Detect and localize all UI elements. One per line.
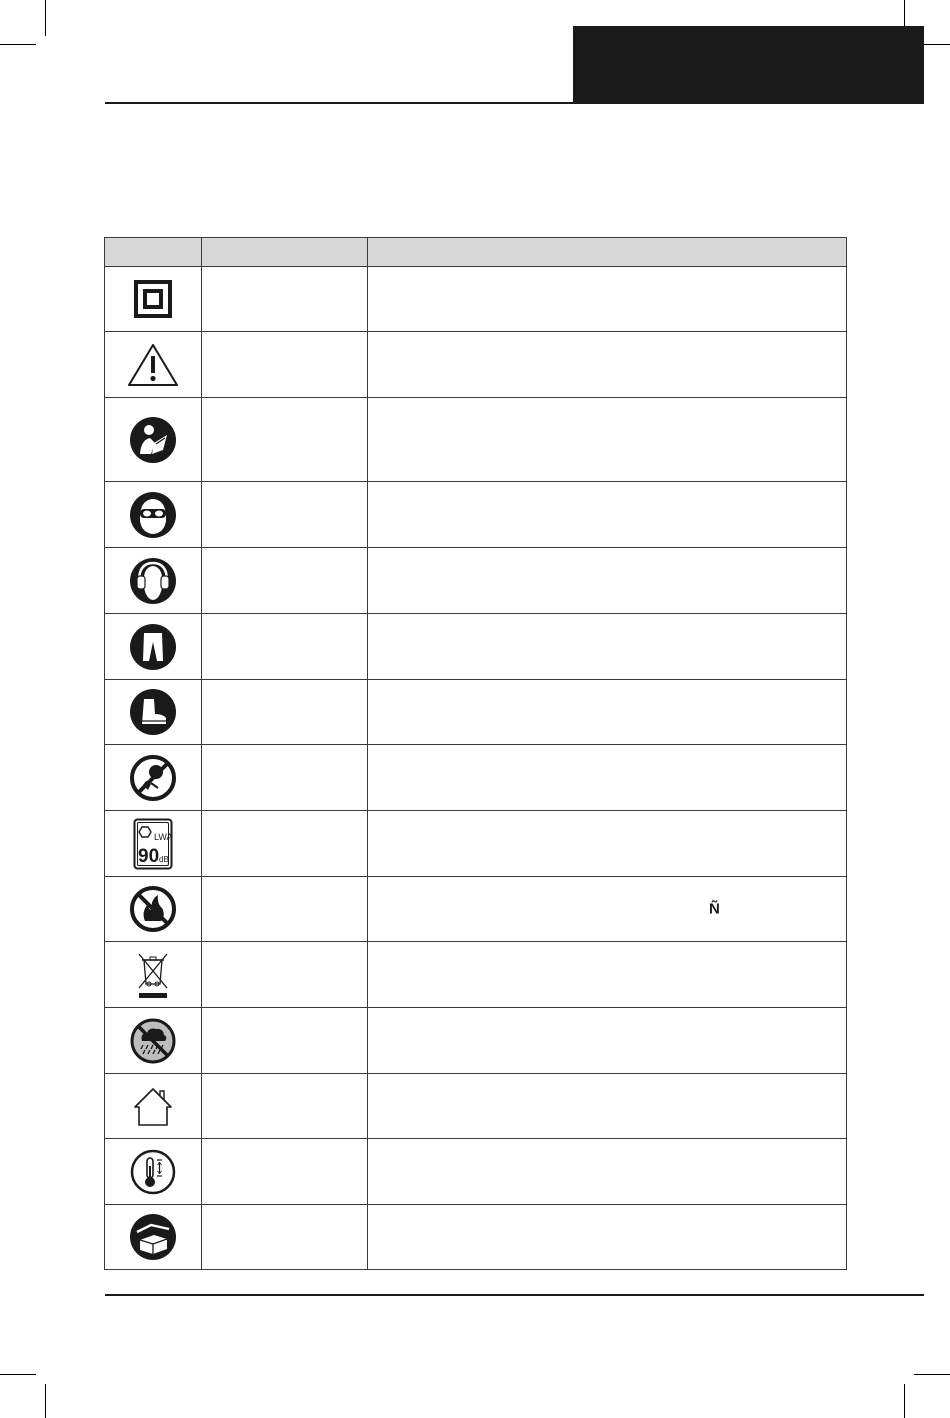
crop-mark <box>904 1384 905 1418</box>
double-insulation-icon <box>133 279 173 319</box>
ear-protection-icon <box>129 557 177 605</box>
table-header-row <box>105 238 847 267</box>
footer-rule <box>105 1294 924 1296</box>
long-trousers-icon <box>129 623 177 671</box>
table-row <box>105 548 847 614</box>
sound-power-level-icon <box>133 818 173 870</box>
table-row <box>105 1139 847 1205</box>
symbols-table <box>104 237 847 1270</box>
no-fire-icon <box>129 885 177 933</box>
table-row <box>105 267 847 332</box>
table-row <box>105 942 847 1008</box>
symbol-name <box>202 1139 368 1205</box>
table-row <box>105 811 847 877</box>
symbol-description <box>368 1139 847 1205</box>
crop-mark <box>45 1384 46 1418</box>
weee-crossed-bin-icon <box>133 950 173 1000</box>
column-header-name <box>202 238 368 267</box>
symbol-name <box>202 482 368 548</box>
indoor-use-icon <box>129 1083 177 1129</box>
symbol-description <box>368 398 847 482</box>
symbol-name <box>202 877 368 942</box>
symbol-cell <box>105 548 202 614</box>
symbol-description <box>368 482 847 548</box>
no-bystanders-icon <box>129 754 177 802</box>
table-row <box>105 1008 847 1074</box>
symbol-cell <box>105 614 202 680</box>
symbol-description <box>368 614 847 680</box>
symbol-cell <box>105 398 202 482</box>
symbol-name <box>202 811 368 877</box>
eye-protection-icon <box>129 491 177 539</box>
dry-storage-icon <box>129 1213 177 1261</box>
symbol-description <box>368 332 847 398</box>
symbol-cell <box>105 1205 202 1270</box>
table-row <box>105 877 847 942</box>
symbol-description <box>368 680 847 745</box>
table-row <box>105 680 847 745</box>
warning-triangle-icon <box>126 341 180 389</box>
column-header-description <box>368 238 847 267</box>
no-rain-icon <box>129 1017 177 1065</box>
symbol-description <box>368 267 847 332</box>
symbol-name <box>202 942 368 1008</box>
symbol-cell <box>105 811 202 877</box>
symbol-name <box>202 745 368 811</box>
symbol-name <box>202 1205 368 1270</box>
symbol-cell <box>105 745 202 811</box>
symbol-cell <box>105 1008 202 1074</box>
symbol-description <box>368 942 847 1008</box>
sound-value: 90 <box>138 845 160 867</box>
symbol-name <box>202 332 368 398</box>
symbol-cell <box>105 332 202 398</box>
symbol-cell <box>105 680 202 745</box>
symbol-description <box>368 1074 847 1139</box>
symbol-cell <box>105 942 202 1008</box>
symbol-description <box>368 548 847 614</box>
symbol-description <box>368 1205 847 1270</box>
crop-mark <box>45 0 46 36</box>
symbol-cell <box>105 1074 202 1139</box>
symbol-description <box>368 1008 847 1074</box>
read-manual-icon <box>129 416 177 464</box>
table-row <box>105 332 847 398</box>
symbol-description <box>368 877 847 942</box>
symbol-cell <box>105 267 202 332</box>
symbol-description <box>368 745 847 811</box>
crop-mark <box>914 1374 950 1375</box>
table-row <box>105 745 847 811</box>
symbol-cell <box>105 877 202 942</box>
symbol-description <box>368 811 847 877</box>
safety-boots-icon <box>129 688 177 736</box>
header-section-tab <box>573 26 924 104</box>
symbol-name <box>202 398 368 482</box>
symbol-name <box>202 1074 368 1139</box>
symbol-name <box>202 680 368 745</box>
crop-mark <box>0 1374 36 1375</box>
symbol-name <box>202 267 368 332</box>
symbol-cell <box>105 1139 202 1205</box>
table-row <box>105 1074 847 1139</box>
header-rule <box>105 102 573 104</box>
sound-label: LWA <box>154 831 173 842</box>
temperature-icon <box>129 1148 177 1196</box>
sound-unit: dB <box>159 854 169 864</box>
table-row <box>105 482 847 548</box>
symbol-name <box>202 548 368 614</box>
table-row <box>105 1205 847 1270</box>
table-row <box>105 614 847 680</box>
crop-mark <box>0 44 36 45</box>
column-header-symbol <box>105 238 202 267</box>
symbol-cell <box>105 482 202 548</box>
symbol-name <box>202 1008 368 1074</box>
table-row <box>105 398 847 482</box>
symbol-name <box>202 614 368 680</box>
special-character: Ñ <box>709 900 720 918</box>
